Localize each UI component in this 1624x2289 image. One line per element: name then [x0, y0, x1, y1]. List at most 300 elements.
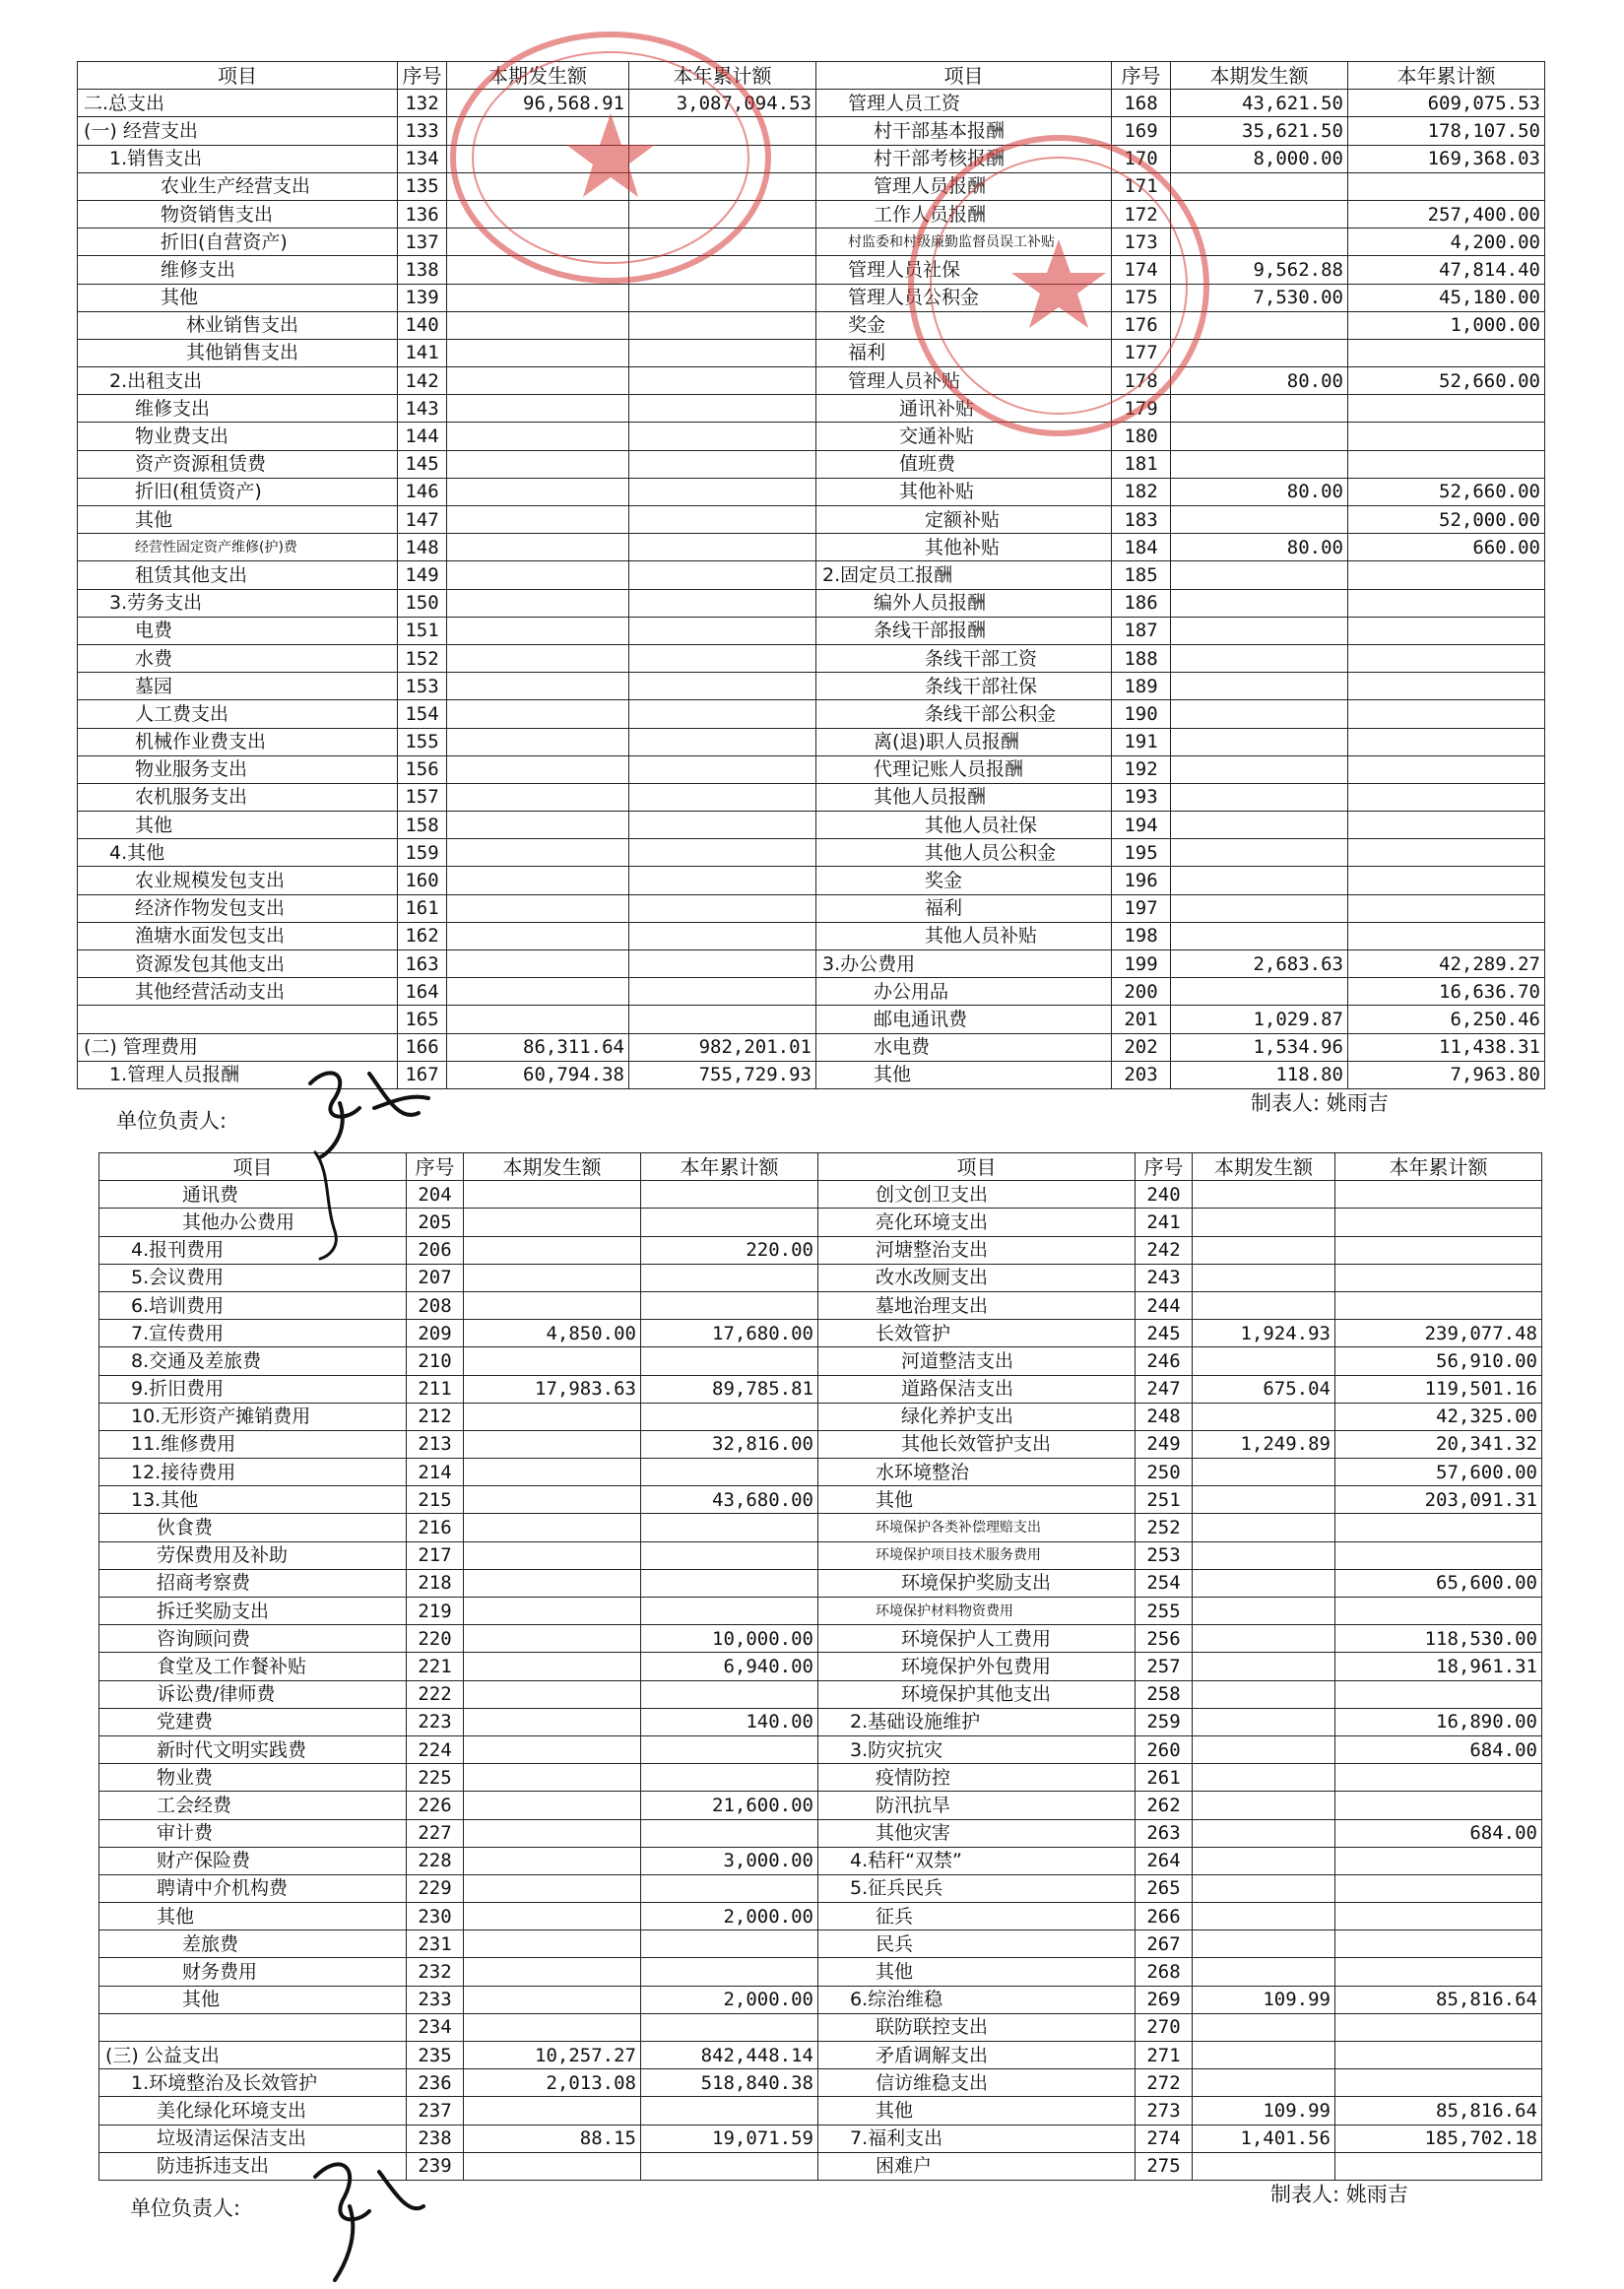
row-current-amount-cell — [1193, 1625, 1335, 1653]
row-seq-cell: 231 — [407, 1930, 464, 1958]
row-seq-cell: 198 — [1112, 922, 1171, 949]
row-seq-cell: 139 — [398, 284, 447, 311]
row-seq-cell: 264 — [1136, 1847, 1193, 1874]
row-ytd-amount-cell — [641, 1569, 818, 1597]
row-seq-cell: 187 — [1112, 617, 1171, 644]
row-ytd-amount-cell: 684.00 — [1335, 1735, 1542, 1763]
row-item-cell: 3.防灾抗灾 — [818, 1735, 1136, 1763]
table-row — [78, 117, 1545, 145]
row-seq-cell: 207 — [407, 1264, 464, 1291]
row-item-cell: 招商考察费 — [99, 1569, 407, 1597]
row-ytd-amount-cell — [1335, 1264, 1542, 1291]
row-current-amount-cell — [1171, 506, 1348, 534]
row-current-amount-cell — [1171, 617, 1348, 644]
row-item-cell: 物业费 — [99, 1764, 407, 1792]
table-row — [99, 2042, 1542, 2069]
row-ytd-amount-cell — [629, 922, 816, 949]
row-current-amount-cell — [447, 367, 629, 395]
row-seq-cell: 132 — [398, 90, 447, 117]
header-seq: 序号 — [407, 1153, 464, 1181]
bottom-unit-head-label: 单位负责人: — [130, 2196, 241, 2220]
row-item-cell: 物资销售支出 — [78, 200, 398, 228]
row-current-amount-cell — [1193, 1680, 1335, 1708]
row-seq-cell: 170 — [1112, 145, 1171, 172]
row-current-amount-cell — [447, 561, 629, 589]
row-current-amount-cell — [464, 1347, 641, 1375]
row-item-cell: 其他经营活动支出 — [78, 978, 398, 1006]
row-item-cell: 4.报刊费用 — [99, 1236, 407, 1264]
row-seq-cell: 188 — [1112, 644, 1171, 672]
row-item-cell: 11.维修费用 — [99, 1430, 407, 1458]
row-ytd-amount-cell — [1335, 1514, 1542, 1541]
table-row — [78, 589, 1545, 617]
row-seq-cell: 133 — [398, 117, 447, 145]
row-ytd-amount-cell — [1348, 755, 1545, 783]
row-item-cell: 垃圾清运保洁支出 — [99, 2125, 407, 2152]
row-seq-cell: 252 — [1136, 1514, 1193, 1541]
row-item-cell: 新时代文明实践费 — [99, 1735, 407, 1763]
row-current-amount-cell — [1193, 1598, 1335, 1625]
row-seq-cell: 255 — [1136, 1598, 1193, 1625]
row-seq-cell: 226 — [407, 1792, 464, 1819]
row-current-amount-cell: 109.99 — [1193, 2097, 1335, 2125]
row-ytd-amount-cell: 660.00 — [1348, 534, 1545, 561]
table-row — [78, 311, 1545, 339]
row-seq-cell: 237 — [407, 2097, 464, 2125]
row-ytd-amount-cell — [1348, 728, 1545, 755]
row-seq-cell: 182 — [1112, 478, 1171, 505]
row-current-amount-cell — [447, 839, 629, 867]
row-current-amount-cell — [447, 894, 629, 922]
row-seq-cell: 193 — [1112, 783, 1171, 811]
table-row — [78, 450, 1545, 478]
row-item-cell: 环境保护项目技术服务费用 — [818, 1541, 1136, 1569]
row-ytd-amount-cell — [629, 673, 816, 700]
row-ytd-amount-cell — [641, 1819, 818, 1847]
row-item-cell: 管理人员补贴 — [816, 367, 1112, 395]
row-seq-cell: 154 — [398, 700, 447, 728]
row-seq-cell: 143 — [398, 395, 447, 423]
row-item-cell: 7.宣传费用 — [99, 1320, 407, 1347]
row-item-cell: 4.秸秆“双禁” — [818, 1847, 1136, 1874]
row-current-amount-cell: 96,568.91 — [447, 90, 629, 117]
row-item-cell: 维修支出 — [78, 256, 398, 284]
row-ytd-amount-cell — [1348, 700, 1545, 728]
row-item-cell: 伙食费 — [99, 1514, 407, 1541]
row-ytd-amount-cell: 3,087,094.53 — [629, 90, 816, 117]
row-ytd-amount-cell: 47,814.40 — [1348, 256, 1545, 284]
row-seq-cell: 213 — [407, 1430, 464, 1458]
row-item-cell: 工作人员报酬 — [816, 200, 1112, 228]
row-ytd-amount-cell: 11,438.31 — [1348, 1033, 1545, 1061]
row-seq-cell: 150 — [398, 589, 447, 617]
row-seq-cell: 153 — [398, 673, 447, 700]
table-row — [99, 1986, 1542, 2013]
row-ytd-amount-cell: 20,341.32 — [1335, 1430, 1542, 1458]
row-ytd-amount-cell — [1335, 1874, 1542, 1902]
row-current-amount-cell — [1171, 894, 1348, 922]
row-ytd-amount-cell — [629, 450, 816, 478]
row-current-amount-cell — [447, 423, 629, 450]
header-current: 本期发生额 — [1193, 1153, 1335, 1181]
row-seq-cell: 174 — [1112, 256, 1171, 284]
row-ytd-amount-cell — [641, 2152, 818, 2180]
row-seq-cell: 245 — [1136, 1320, 1193, 1347]
row-ytd-amount-cell — [641, 1291, 818, 1319]
row-item-cell: 长效管护 — [818, 1320, 1136, 1347]
row-seq-cell: 247 — [1136, 1375, 1193, 1403]
row-current-amount-cell — [1193, 1291, 1335, 1319]
row-item-cell: 10.无形资产摊销费用 — [99, 1403, 407, 1430]
row-item-cell: 物业服务支出 — [78, 755, 398, 783]
row-current-amount-cell — [1193, 1181, 1335, 1209]
row-ytd-amount-cell — [1335, 2013, 1542, 2041]
row-seq-cell: 165 — [398, 1006, 447, 1033]
row-item-cell: 村干部考核报酬 — [816, 145, 1112, 172]
row-seq-cell: 173 — [1112, 229, 1171, 256]
row-current-amount-cell — [464, 1598, 641, 1625]
row-ytd-amount-cell — [629, 311, 816, 339]
row-ytd-amount-cell: 2,000.00 — [641, 1903, 818, 1930]
row-current-amount-cell: 80.00 — [1171, 367, 1348, 395]
row-item-cell: 折旧(自营资产) — [78, 229, 398, 256]
row-ytd-amount-cell — [1335, 2069, 1542, 2097]
row-ytd-amount-cell — [641, 1347, 818, 1375]
row-item-cell: 水费 — [78, 644, 398, 672]
row-ytd-amount-cell — [641, 1403, 818, 1430]
row-ytd-amount-cell: 19,071.59 — [641, 2125, 818, 2152]
row-ytd-amount-cell — [641, 1598, 818, 1625]
row-current-amount-cell: 4,850.00 — [464, 1320, 641, 1347]
header-item: 项目 — [818, 1153, 1136, 1181]
row-ytd-amount-cell — [629, 534, 816, 561]
row-item-cell: 管理人员报酬 — [816, 172, 1112, 200]
row-current-amount-cell: 86,311.64 — [447, 1033, 629, 1061]
row-seq-cell: 229 — [407, 1874, 464, 1902]
table-row — [78, 561, 1545, 589]
row-seq-cell: 155 — [398, 728, 447, 755]
row-ytd-amount-cell — [629, 395, 816, 423]
row-item-cell: 其他人员公积金 — [816, 839, 1112, 867]
row-current-amount-cell — [464, 1209, 641, 1236]
row-current-amount-cell — [1193, 1459, 1335, 1486]
row-ytd-amount-cell: 842,448.14 — [641, 2042, 818, 2069]
row-seq-cell: 223 — [407, 1708, 464, 1735]
row-item-cell: 租赁其他支出 — [78, 561, 398, 589]
row-ytd-amount-cell: 52,660.00 — [1348, 367, 1545, 395]
table-row — [99, 1903, 1542, 1930]
row-item-cell: 条线干部报酬 — [816, 617, 1112, 644]
row-item-cell: 离(退)职人员报酬 — [816, 728, 1112, 755]
row-seq-cell: 211 — [407, 1375, 464, 1403]
row-item-cell: 其他 — [78, 506, 398, 534]
row-ytd-amount-cell: 1,000.00 — [1348, 311, 1545, 339]
row-ytd-amount-cell — [1335, 1792, 1542, 1819]
top-preparer-label: 制表人: 姚雨吉 — [1251, 1091, 1389, 1115]
row-ytd-amount-cell — [1348, 783, 1545, 811]
row-current-amount-cell — [1193, 2042, 1335, 2069]
table-row — [99, 1486, 1542, 1514]
row-current-amount-cell: 17,983.63 — [464, 1375, 641, 1403]
row-current-amount-cell — [447, 311, 629, 339]
row-seq-cell: 140 — [398, 311, 447, 339]
row-seq-cell: 246 — [1136, 1347, 1193, 1375]
row-item-cell: 6.综治维稳 — [818, 1986, 1136, 2013]
row-seq-cell: 268 — [1136, 1958, 1193, 1986]
row-current-amount-cell — [464, 1874, 641, 1902]
row-seq-cell: 220 — [407, 1625, 464, 1653]
table-row — [78, 200, 1545, 228]
row-ytd-amount-cell — [1335, 2042, 1542, 2069]
table-row — [78, 534, 1545, 561]
row-item-cell: 维修支出 — [78, 395, 398, 423]
table-row — [99, 2097, 1542, 2125]
row-seq-cell: 260 — [1136, 1735, 1193, 1763]
table-row — [99, 1514, 1542, 1541]
row-seq-cell: 196 — [1112, 867, 1171, 894]
official-seal-stamp — [443, 20, 778, 295]
row-item-cell: 其他补贴 — [816, 478, 1112, 505]
row-item-cell: 其他 — [816, 1061, 1112, 1088]
row-item-cell: 防汛抗旱 — [818, 1792, 1136, 1819]
row-seq-cell: 236 — [407, 2069, 464, 2097]
row-current-amount-cell — [464, 1847, 641, 1874]
row-ytd-amount-cell: 42,325.00 — [1335, 1403, 1542, 1430]
row-current-amount-cell: 2,013.08 — [464, 2069, 641, 2097]
row-seq-cell: 186 — [1112, 589, 1171, 617]
row-ytd-amount-cell: 3,000.00 — [641, 1847, 818, 1874]
row-item-cell: 民兵 — [818, 1930, 1136, 1958]
row-item-cell: 农业生产经营支出 — [78, 172, 398, 200]
table-row — [99, 1541, 1542, 1569]
row-seq-cell: 230 — [407, 1903, 464, 1930]
row-seq-cell: 181 — [1112, 450, 1171, 478]
row-item-cell: 其他灾害 — [818, 1819, 1136, 1847]
row-seq-cell: 172 — [1112, 200, 1171, 228]
row-ytd-amount-cell — [1348, 450, 1545, 478]
row-ytd-amount-cell: 220.00 — [641, 1236, 818, 1264]
row-item-cell: 条线干部社保 — [816, 673, 1112, 700]
table-row — [78, 894, 1545, 922]
table-row — [78, 812, 1545, 839]
row-item-cell: 水环境整治 — [818, 1459, 1136, 1486]
row-item-cell: 其他 — [78, 284, 398, 311]
row-ytd-amount-cell: 21,600.00 — [641, 1792, 818, 1819]
row-current-amount-cell — [464, 1764, 641, 1792]
header-item: 项目 — [99, 1153, 407, 1181]
table-row — [78, 783, 1545, 811]
row-ytd-amount-cell — [1335, 1903, 1542, 1930]
row-ytd-amount-cell: 2,000.00 — [641, 1986, 818, 2013]
row-current-amount-cell: 1,029.87 — [1171, 1006, 1348, 1033]
row-current-amount-cell — [1171, 867, 1348, 894]
top-unit-head-label: 单位负责人: — [116, 1109, 227, 1133]
row-ytd-amount-cell: 57,600.00 — [1335, 1459, 1542, 1486]
row-seq-cell: 142 — [398, 367, 447, 395]
row-current-amount-cell — [464, 1459, 641, 1486]
row-seq-cell: 183 — [1112, 506, 1171, 534]
row-item-cell: 其他人员社保 — [816, 812, 1112, 839]
row-item-cell: 征兵 — [818, 1903, 1136, 1930]
row-item-cell: 河道整洁支出 — [818, 1347, 1136, 1375]
row-seq-cell: 195 — [1112, 839, 1171, 867]
row-item-cell: (一) 经营支出 — [78, 117, 398, 145]
row-ytd-amount-cell — [1348, 589, 1545, 617]
row-seq-cell: 261 — [1136, 1764, 1193, 1792]
row-current-amount-cell — [464, 2013, 641, 2041]
row-seq-cell: 176 — [1112, 311, 1171, 339]
row-item-cell: 经济作物发包支出 — [78, 894, 398, 922]
row-seq-cell: 256 — [1136, 1625, 1193, 1653]
row-ytd-amount-cell: 89,785.81 — [641, 1375, 818, 1403]
row-item-cell: 其他 — [99, 1903, 407, 1930]
row-item-cell: 值班费 — [816, 450, 1112, 478]
row-seq-cell: 138 — [398, 256, 447, 284]
row-ytd-amount-cell: 119,501.16 — [1335, 1375, 1542, 1403]
row-seq-cell: 167 — [398, 1061, 447, 1088]
row-current-amount-cell: 60,794.38 — [447, 1061, 629, 1088]
row-ytd-amount-cell: 684.00 — [1335, 1819, 1542, 1847]
row-current-amount-cell — [447, 339, 629, 366]
row-item-cell: 人工费支出 — [78, 700, 398, 728]
row-item-cell: (三) 公益支出 — [99, 2042, 407, 2069]
row-seq-cell: 216 — [407, 1514, 464, 1541]
row-ytd-amount-cell — [1335, 1847, 1542, 1874]
table-row — [99, 1264, 1542, 1291]
row-item-cell: 林业销售支出 — [78, 311, 398, 339]
row-current-amount-cell — [447, 617, 629, 644]
row-current-amount-cell — [464, 1986, 641, 2013]
row-seq-cell: 250 — [1136, 1459, 1193, 1486]
row-current-amount-cell — [464, 1653, 641, 1680]
row-current-amount-cell — [1193, 1708, 1335, 1735]
row-current-amount-cell — [447, 783, 629, 811]
row-ytd-amount-cell — [641, 1958, 818, 1986]
row-seq-cell: 199 — [1112, 950, 1171, 978]
row-current-amount-cell — [447, 922, 629, 949]
row-item-cell: 13.其他 — [99, 1486, 407, 1514]
row-seq-cell: 224 — [407, 1735, 464, 1763]
row-ytd-amount-cell — [641, 1764, 818, 1792]
row-current-amount-cell — [1193, 1569, 1335, 1597]
row-seq-cell: 240 — [1136, 1181, 1193, 1209]
row-seq-cell: 137 — [398, 229, 447, 256]
row-item-cell: 矛盾调解支出 — [818, 2042, 1136, 2069]
row-ytd-amount-cell: 518,840.38 — [641, 2069, 818, 2097]
row-item-cell: 资源发包其他支出 — [78, 950, 398, 978]
row-seq-cell: 192 — [1112, 755, 1171, 783]
row-seq-cell: 148 — [398, 534, 447, 561]
row-current-amount-cell — [1193, 1764, 1335, 1792]
row-current-amount-cell — [1171, 812, 1348, 839]
row-seq-cell: 197 — [1112, 894, 1171, 922]
header-ytd: 本年累计额 — [641, 1153, 818, 1181]
row-seq-cell: 201 — [1112, 1006, 1171, 1033]
row-current-amount-cell — [1193, 1514, 1335, 1541]
row-ytd-amount-cell — [1348, 172, 1545, 200]
table-row — [78, 172, 1545, 200]
row-seq-cell: 206 — [407, 1236, 464, 1264]
row-item-cell: 办公用品 — [816, 978, 1112, 1006]
handwritten-signature-mid — [295, 1143, 364, 1261]
table-row — [78, 367, 1545, 395]
row-ytd-amount-cell: 42,289.27 — [1348, 950, 1545, 978]
row-seq-cell: 144 — [398, 423, 447, 450]
row-item-cell: 5.征兵民兵 — [818, 1874, 1136, 1902]
row-seq-cell: 248 — [1136, 1403, 1193, 1430]
header-item: 项目 — [816, 62, 1112, 90]
row-current-amount-cell — [1193, 1264, 1335, 1291]
row-item-cell: 通讯费 — [99, 1181, 407, 1209]
row-current-amount-cell — [447, 728, 629, 755]
row-seq-cell: 168 — [1112, 90, 1171, 117]
row-seq-cell: 175 — [1112, 284, 1171, 311]
row-item-cell: 亮化环境支出 — [818, 1209, 1136, 1236]
row-item-cell: 环境保护其他支出 — [818, 1680, 1136, 1708]
row-seq-cell: 275 — [1136, 2152, 1193, 2180]
row-current-amount-cell — [1193, 1874, 1335, 1902]
row-current-amount-cell — [464, 1291, 641, 1319]
row-item-cell: 财务费用 — [99, 1958, 407, 1986]
row-current-amount-cell — [1193, 1347, 1335, 1375]
row-item-cell: 9.折旧费用 — [99, 1375, 407, 1403]
row-ytd-amount-cell — [1335, 2152, 1542, 2180]
row-ytd-amount-cell — [629, 867, 816, 894]
row-item-cell: 其他 — [818, 2097, 1136, 2125]
row-current-amount-cell: 9,562.88 — [1171, 256, 1348, 284]
row-ytd-amount-cell — [1335, 1958, 1542, 1986]
row-current-amount-cell — [464, 1792, 641, 1819]
row-seq-cell: 221 — [407, 1653, 464, 1680]
row-ytd-amount-cell: 6,250.46 — [1348, 1006, 1545, 1033]
row-ytd-amount-cell — [629, 812, 816, 839]
row-current-amount-cell — [464, 1930, 641, 1958]
row-current-amount-cell — [447, 673, 629, 700]
row-seq-cell: 258 — [1136, 1680, 1193, 1708]
row-ytd-amount-cell: 982,201.01 — [629, 1033, 816, 1061]
table-row — [99, 1569, 1542, 1597]
row-current-amount-cell — [1193, 1819, 1335, 1847]
row-ytd-amount-cell: 52,660.00 — [1348, 478, 1545, 505]
row-item-cell: 差旅费 — [99, 1930, 407, 1958]
row-ytd-amount-cell — [1348, 423, 1545, 450]
table-row — [99, 1598, 1542, 1625]
row-current-amount-cell — [1171, 839, 1348, 867]
row-seq-cell: 259 — [1136, 1708, 1193, 1735]
row-item-cell: 绿化养护支出 — [818, 1403, 1136, 1430]
row-ytd-amount-cell — [1348, 644, 1545, 672]
row-item-cell: 环境保护人工费用 — [818, 1625, 1136, 1653]
row-item-cell: 疫情防控 — [818, 1764, 1136, 1792]
row-ytd-amount-cell — [641, 1514, 818, 1541]
row-seq-cell: 209 — [407, 1320, 464, 1347]
row-item-cell: 邮电通讯费 — [816, 1006, 1112, 1033]
row-ytd-amount-cell — [1348, 812, 1545, 839]
row-item-cell: 审计费 — [99, 1819, 407, 1847]
row-ytd-amount-cell: 239,077.48 — [1335, 1320, 1542, 1347]
row-ytd-amount-cell — [629, 561, 816, 589]
row-item-cell: 通讯补贴 — [816, 395, 1112, 423]
row-ytd-amount-cell — [641, 1209, 818, 1236]
bottom-ledger-table — [98, 1152, 1542, 2181]
row-seq-cell: 162 — [398, 922, 447, 949]
row-current-amount-cell: 1,924.93 — [1193, 1320, 1335, 1347]
row-current-amount-cell — [447, 1006, 629, 1033]
row-current-amount-cell — [464, 1819, 641, 1847]
table-row — [78, 867, 1545, 894]
row-ytd-amount-cell: 10,000.00 — [641, 1625, 818, 1653]
table-row — [78, 423, 1545, 450]
